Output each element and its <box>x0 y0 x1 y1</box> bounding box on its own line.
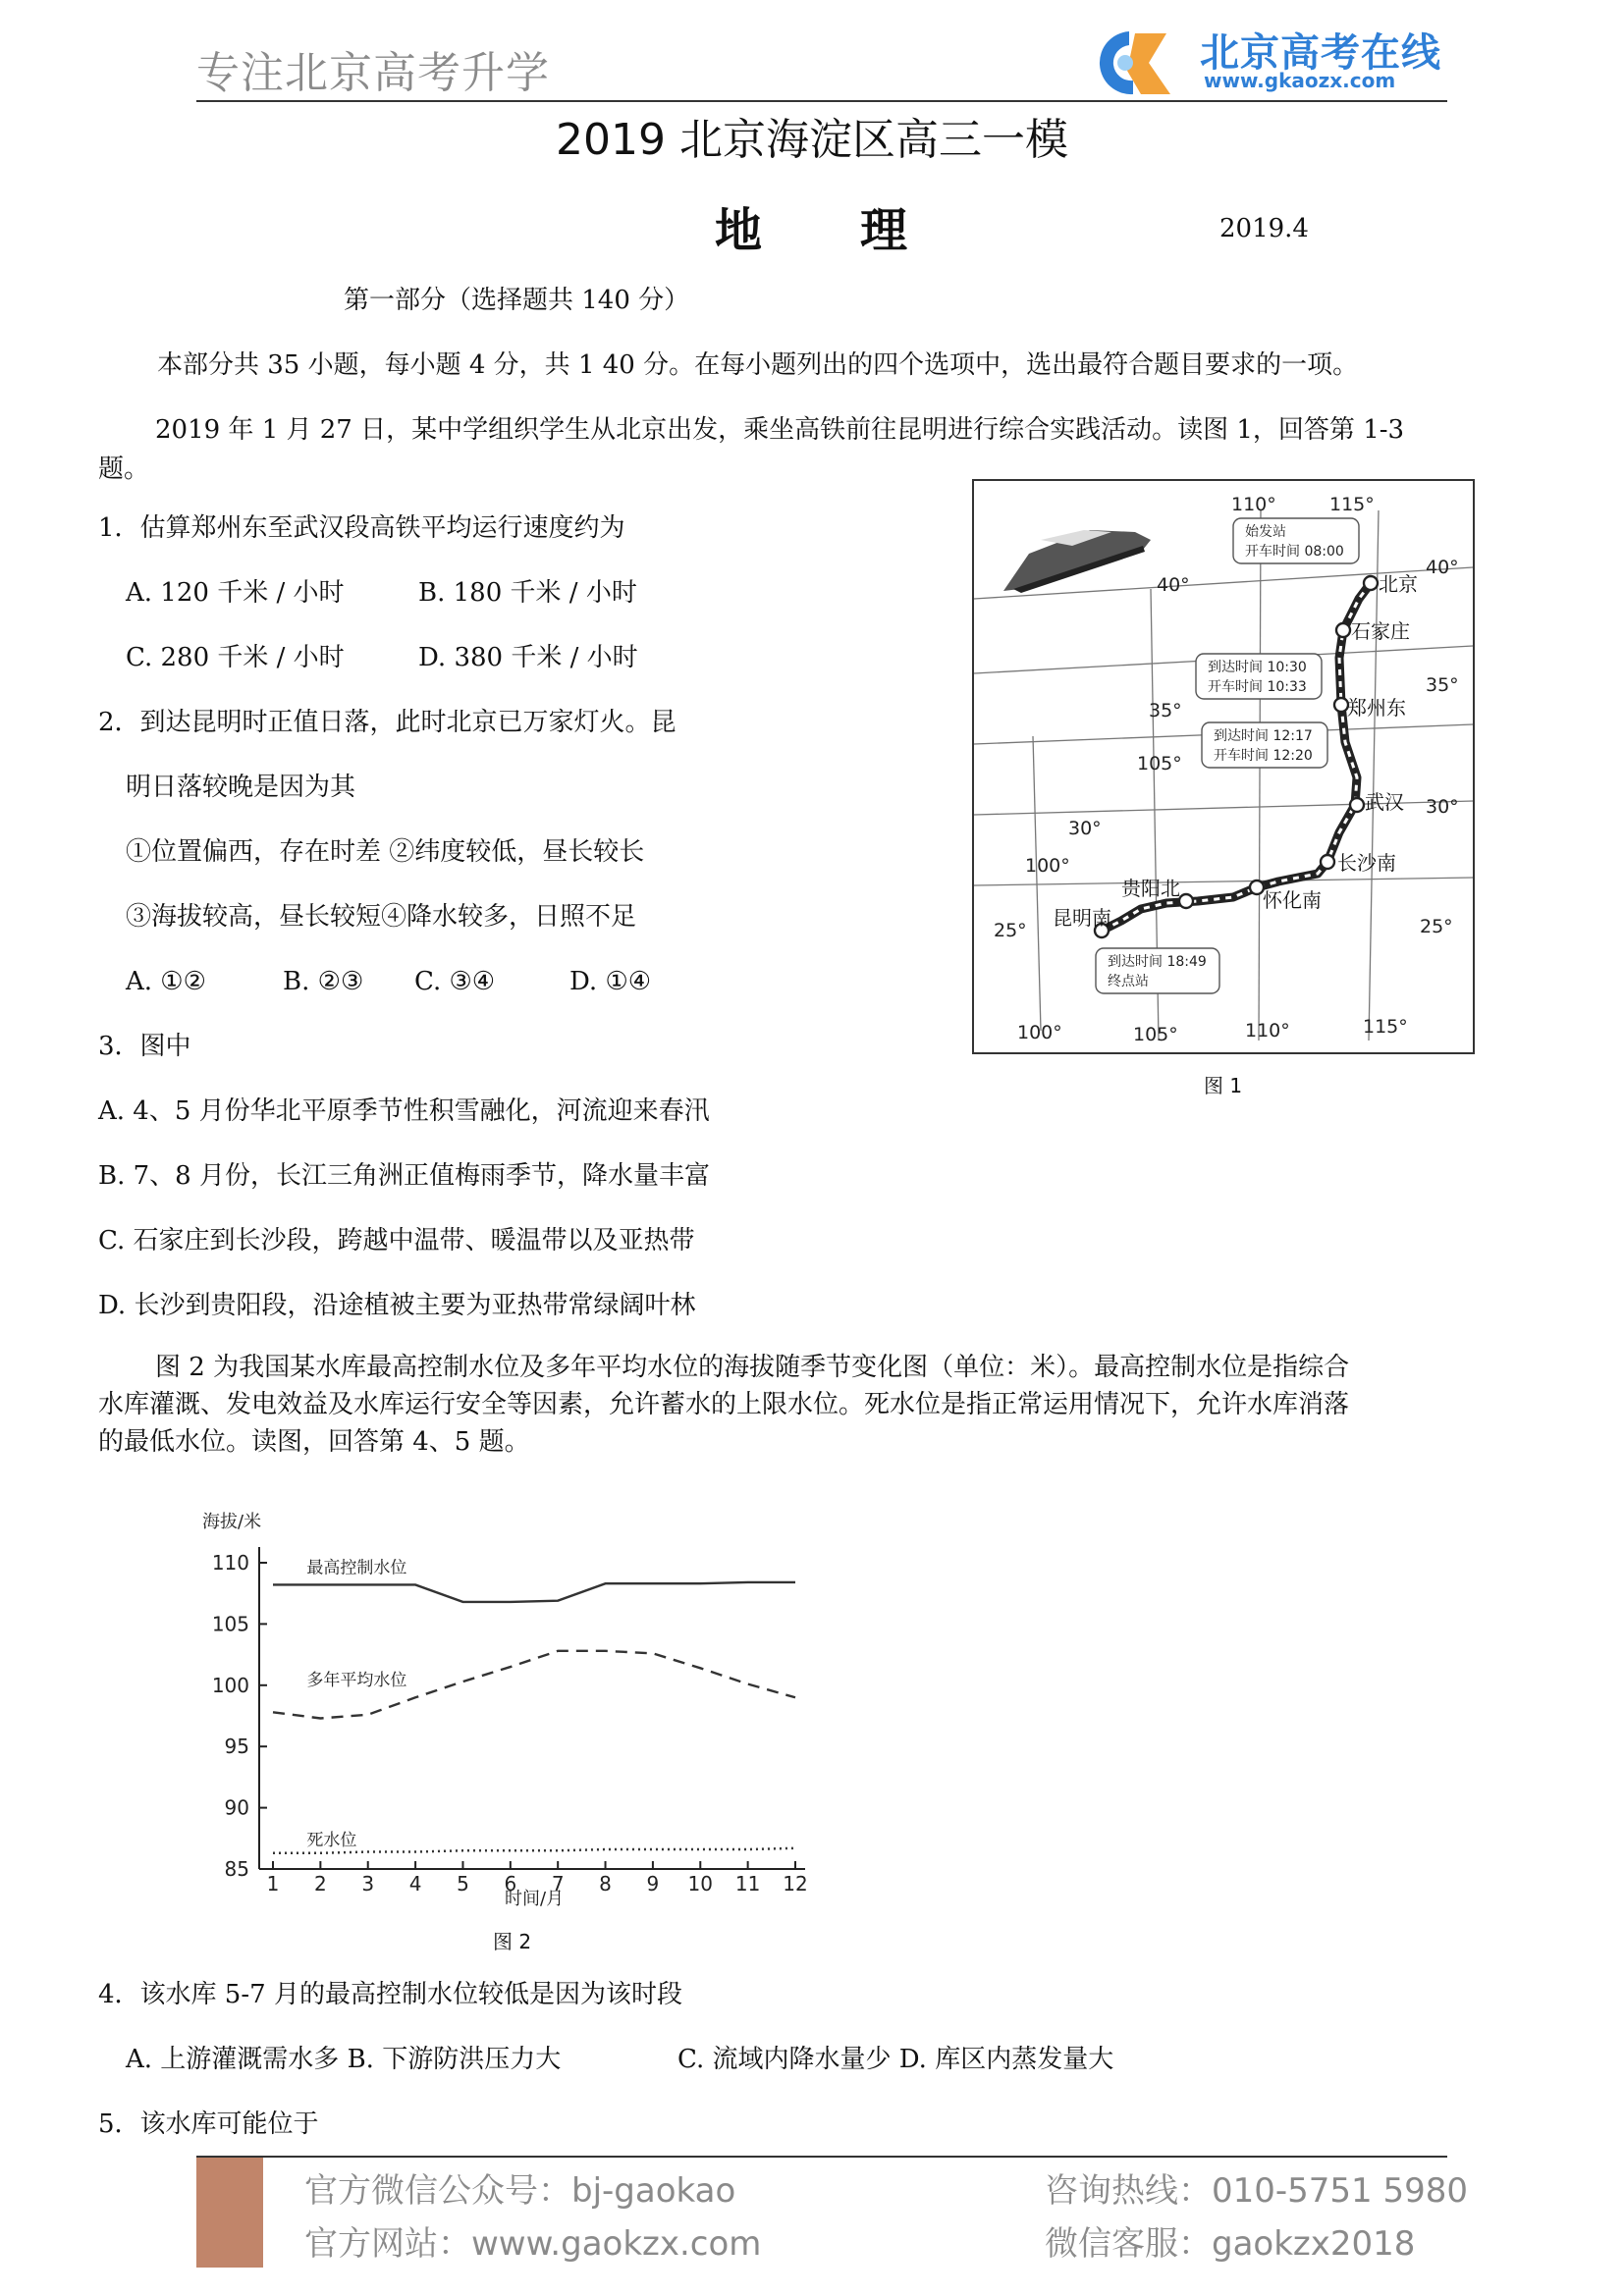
question-2-line-1: 2．到达昆明时正值日落，此时北京已万家灯火。昆 <box>98 708 677 737</box>
subject-title <box>715 192 907 260</box>
instructions: 本部分共 35 小题，每小题 4 分，共 1 40 分。在每小题列出的四个选项中，选出最符合题目要求的一项。 <box>157 350 1359 380</box>
lat-right-30: 30° <box>1426 796 1459 818</box>
q2-option-d[interactable]: D. ①④ <box>569 967 652 996</box>
logo-text: 北京高考在线 <box>1200 30 1441 76</box>
lon-top-115: 115° <box>1329 494 1375 515</box>
logo-url[interactable]: www.gkaozx.com <box>1204 69 1396 92</box>
lon-top-110: 110° <box>1231 494 1276 515</box>
y-tick-label: 95 <box>224 1735 249 1759</box>
subject-char-1: 地 <box>715 203 763 258</box>
q1-option-a[interactable]: A. 120 千米 / 小时 <box>126 578 345 608</box>
q2-statements-2: ③海拔较高，昼长较短④降水较多，日照不足 <box>126 902 637 932</box>
series-line-1 <box>273 1582 795 1602</box>
lat-right-40: 40° <box>1426 557 1459 578</box>
map-box-wh-1: 到达时间 12:17 <box>1214 728 1313 744</box>
station-huaihua: 怀化南 <box>1263 888 1322 912</box>
figure-2-water-level-chart <box>192 1506 831 1908</box>
q2-option-b[interactable]: B. ②③ <box>283 967 364 996</box>
map-box-zz-1: 到达时间 10:30 <box>1208 660 1307 675</box>
footer-hotline: 咨询热线：010-5751 5980 <box>1045 2171 1469 2211</box>
x-tick-label: 2 <box>313 1872 327 1896</box>
station-beijing: 北京 <box>1379 572 1418 596</box>
intro-2-line-2: 水库灌溉、发电效益及水库运行安全等因素，允许蓄水的上限水位。死水位是指正常运用情况下，允许水库消落 <box>98 1390 1350 1419</box>
q1-option-b[interactable]: B. 180 千米 / 小时 <box>418 578 637 608</box>
x-tick-label: 5 <box>457 1872 469 1896</box>
question-5: 5．该水库可能位于 <box>98 2109 319 2139</box>
intro-1-line-1: 2019 年 1 月 27 日，某中学组织学生从北京出发，乘坐高铁前往昆明进行综合实践活动。读图 1，回答第 1-3 <box>155 415 1405 445</box>
lat-right-35: 35° <box>1426 674 1459 696</box>
y-tick-label: 105 <box>211 1612 249 1636</box>
y-tick-label: 100 <box>211 1673 249 1697</box>
lon-bottom-105: 105° <box>1133 1024 1178 1045</box>
chart-x-axis-label: 时间/月 <box>505 1889 565 1908</box>
station-kunming: 昆明南 <box>1053 906 1111 930</box>
series-label-1: 最高控制水位 <box>306 1558 407 1578</box>
q3-option-c[interactable]: C. 石家庄到长沙段，跨越中温带、暖温带以及亚热带 <box>98 1226 695 1255</box>
railway-map <box>974 481 1473 1052</box>
q2-statements-1: ①位置偏西，存在时差 ②纬度较低，昼长较长 <box>126 837 645 867</box>
map-box-km-2: 终点站 <box>1108 974 1149 989</box>
lat-left-35: 35° <box>1149 700 1182 721</box>
lat-left-40: 40° <box>1157 574 1190 596</box>
question-3: 3．图中 <box>98 1032 191 1061</box>
intro-2-line-1: 图 2 为我国某水库最高控制水位及多年平均水位的海拔随季节变化图（单位：米）。最高控制水位是指综合 <box>155 1353 1350 1382</box>
footer-wechat-public: 官方微信公众号：bj-gaokao <box>304 2171 736 2211</box>
x-tick-label: 1 <box>266 1872 280 1896</box>
q3-option-d[interactable]: D. 长沙到贵阳段，沿途植被主要为亚热带常绿阔叶林 <box>98 1291 696 1320</box>
part-heading: 第一部分（选择题共 140 分） <box>344 286 690 315</box>
q2-option-a[interactable]: A. ①② <box>126 967 206 996</box>
y-tick-label: 110 <box>211 1551 249 1575</box>
q4-options-ab[interactable]: A. 上游灌溉需水多 B. 下游防洪压力大 <box>126 2045 562 2074</box>
map-box-wh-2: 开车时间 12:20 <box>1214 748 1313 764</box>
figure-1-map <box>972 479 1475 1054</box>
exam-title: 2019 北京海淀区高三一模 <box>556 115 1068 165</box>
footer-website[interactable]: 官方网站：www.gaokzx.com <box>304 2224 762 2264</box>
intro-1-line-2: 题。 <box>98 454 150 484</box>
train-icon <box>1003 530 1151 593</box>
y-tick-label: 85 <box>224 1857 249 1881</box>
x-tick-label: 3 <box>361 1872 375 1896</box>
x-tick-label: 12 <box>783 1872 808 1896</box>
station-zhengzhou: 郑州东 <box>1347 696 1406 720</box>
intro-2-line-3: 的最低水位。读图，回答第 4、5 题。 <box>98 1427 530 1457</box>
q3-option-b[interactable]: B. 7、8 月份，长江三角洲正值梅雨季节，降水量丰富 <box>98 1161 710 1191</box>
q2-option-c[interactable]: C. ③④ <box>414 967 496 996</box>
y-tick-label: 90 <box>224 1795 249 1820</box>
station-guiyang: 贵阳北 <box>1121 877 1180 900</box>
lon-inner-105: 105° <box>1137 753 1182 774</box>
lat-right-25: 25° <box>1420 916 1453 937</box>
figure-1-caption: 图 1 <box>1204 1074 1243 1097</box>
x-tick-label: 8 <box>599 1872 612 1896</box>
q1-option-c[interactable]: C. 280 千米 / 小时 <box>126 643 345 672</box>
footer-color-block <box>196 2158 263 2268</box>
figure-2-caption: 图 2 <box>493 1930 532 1953</box>
footer-wechat-service: 微信客服：gaokzx2018 <box>1045 2224 1416 2264</box>
question-2-line-2: 明日落较晚是因为其 <box>126 773 356 802</box>
x-tick-label: 6 <box>504 1872 517 1896</box>
question-1: 1．估算郑州东至武汉段高铁平均运行速度约为 <box>98 513 625 543</box>
series-label-2: 多年平均水位 <box>306 1670 407 1690</box>
lat-left-25: 25° <box>994 920 1027 941</box>
x-tick-label: 7 <box>551 1872 565 1896</box>
station-wuhan: 武汉 <box>1365 790 1404 814</box>
x-tick-label: 4 <box>408 1872 422 1896</box>
header-divider <box>196 100 1447 102</box>
lon-bottom-100: 100° <box>1017 1022 1062 1043</box>
station-shijiazhuang: 石家庄 <box>1351 619 1410 643</box>
lon-inner-100: 100° <box>1025 855 1070 877</box>
x-tick-label: 9 <box>646 1872 660 1896</box>
chart-y-axis-label: 海拔/米 <box>202 1512 262 1532</box>
q1-option-d[interactable]: D. 380 千米 / 小时 <box>418 643 638 672</box>
header-slogan: 专注北京高考升学 <box>196 48 550 98</box>
footer-divider <box>196 2156 1447 2158</box>
lon-bottom-115: 115° <box>1363 1016 1408 1038</box>
series-label-3: 死水位 <box>306 1830 357 1850</box>
question-4: 4．该水库 5-7 月的最高控制水位较低是因为该时段 <box>98 1980 682 2009</box>
station-changsha: 长沙南 <box>1337 851 1396 875</box>
lat-left-30: 30° <box>1068 818 1102 839</box>
x-tick-label: 11 <box>734 1872 761 1896</box>
exam-date: 2019.4 <box>1219 214 1309 243</box>
subject-char-2: 理 <box>860 203 908 258</box>
q4-options-cd[interactable]: C. 流域内降水量少 D. 库区内蒸发量大 <box>677 2045 1114 2074</box>
gaokaozaixian-logo-icon <box>1072 24 1190 102</box>
map-box-zz-2: 开车时间 10:33 <box>1208 679 1307 695</box>
lon-bottom-110: 110° <box>1245 1020 1290 1041</box>
x-tick-label: 10 <box>687 1872 713 1896</box>
q3-option-a[interactable]: A. 4、5 月份华北平原季节性积雪融化，河流迎来春汛 <box>98 1096 710 1126</box>
map-box-start-1: 始发站 <box>1245 524 1286 540</box>
map-box-start-2: 开车时间 08:00 <box>1245 544 1344 560</box>
map-box-km-1: 到达时间 18:49 <box>1108 954 1207 970</box>
